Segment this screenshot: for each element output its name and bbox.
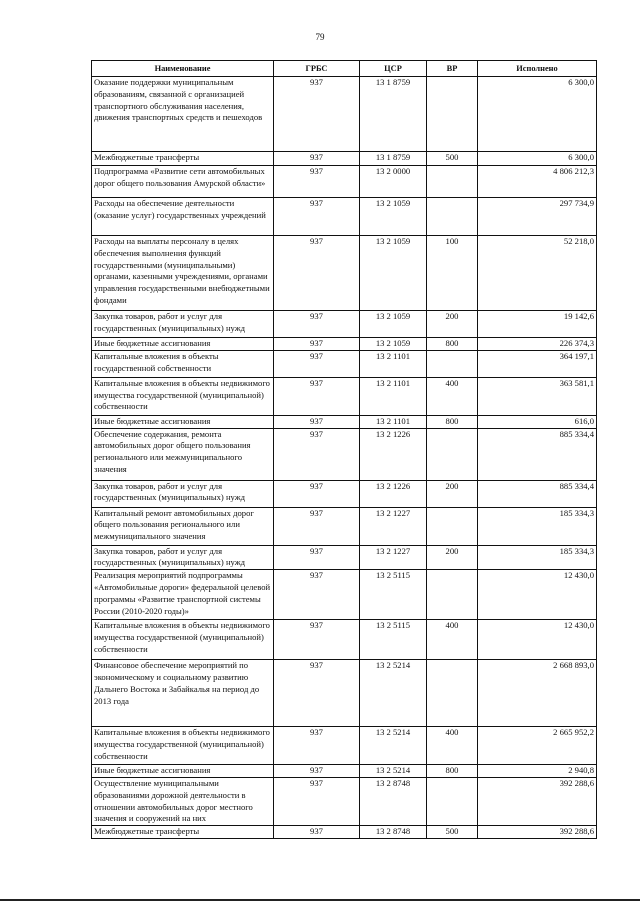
cell-vr: 200 [427, 480, 478, 507]
cell-csr: 13 2 8748 [360, 826, 427, 839]
table-row [92, 77, 597, 152]
cell-name: Обеспечение содержания, ремонта автомобильных дорог общего пользования регионального или межмуниципального значения [92, 428, 274, 480]
cell-name: Расходы на обеспечение деятельности (оказание услуг) государственных учреждений [92, 198, 274, 236]
table-row [92, 507, 597, 545]
table-row [92, 480, 597, 507]
table-row [92, 236, 597, 311]
budget-execution-table [91, 60, 597, 839]
cell-grbs: 937 [274, 415, 360, 428]
cell-executed: 185 334,3 [478, 507, 597, 545]
page-bottom-edge [0, 899, 640, 901]
table-row [92, 660, 597, 727]
cell-executed: 6 300,0 [478, 77, 597, 152]
cell-name: Капитальный ремонт автомобильных дорог общего пользования регионального или межмуниципального значения [92, 507, 274, 545]
cell-csr: 13 2 1101 [360, 415, 427, 428]
cell-name: Капитальные вложения в объекты недвижимого имущества государственной (муниципальной) собственности [92, 620, 274, 660]
cell-vr: 100 [427, 236, 478, 311]
cell-vr: 200 [427, 311, 478, 338]
cell-name: Финансовое обеспечение мероприятий по экономическому и социальному развитию Дальнего Востока и Забайкалья на период до 2013 года [92, 660, 274, 727]
cell-vr [427, 350, 478, 377]
cell-vr [427, 507, 478, 545]
page-number: 79 [315, 32, 325, 42]
cell-executed: 297 734,9 [478, 198, 597, 236]
cell-grbs: 937 [274, 660, 360, 727]
cell-vr: 500 [427, 152, 478, 166]
cell-csr: 13 2 5214 [360, 765, 427, 778]
cell-executed: 2 940,8 [478, 765, 597, 778]
table-row [92, 166, 597, 198]
cell-csr: 13 2 1059 [360, 311, 427, 338]
column-header-name: Наименование [92, 61, 274, 77]
cell-name: Осуществление муниципальными образованиями дорожной деятельности в отношении автомобильных дорог местного значения и сооружений на них [92, 777, 274, 825]
cell-executed: 185 334,3 [478, 545, 597, 570]
cell-vr: 800 [427, 415, 478, 428]
cell-vr: 400 [427, 727, 478, 765]
cell-vr: 800 [427, 765, 478, 778]
cell-csr: 13 2 5115 [360, 620, 427, 660]
table-row [92, 727, 597, 765]
cell-vr: 800 [427, 338, 478, 351]
table-row [92, 428, 597, 480]
cell-vr: 400 [427, 377, 478, 415]
cell-grbs: 937 [274, 620, 360, 660]
cell-executed: 885 334,4 [478, 428, 597, 480]
cell-grbs: 937 [274, 570, 360, 620]
cell-vr [427, 198, 478, 236]
cell-grbs: 937 [274, 777, 360, 825]
cell-csr: 13 2 1226 [360, 428, 427, 480]
cell-name: Иные бюджетные ассигнования [92, 765, 274, 778]
cell-executed: 392 288,6 [478, 777, 597, 825]
cell-grbs: 937 [274, 428, 360, 480]
table-header-row [92, 61, 597, 77]
table-row [92, 338, 597, 351]
cell-name: Реализация мероприятий подпрограммы «Автомобильные дороги» федеральной целевой программы «Развитие транспортной системы России (2010-2020 годы)» [92, 570, 274, 620]
cell-executed: 6 300,0 [478, 152, 597, 166]
cell-csr: 13 2 0000 [360, 166, 427, 198]
cell-grbs: 937 [274, 198, 360, 236]
cell-name: Капитальные вложения в объекты недвижимого имущества государственной (муниципальной) собственности [92, 377, 274, 415]
cell-executed: 363 581,1 [478, 377, 597, 415]
cell-name: Капитальные вложения в объекты государственной собственности [92, 350, 274, 377]
cell-vr [427, 660, 478, 727]
cell-csr: 13 2 1059 [360, 236, 427, 311]
column-header-grbs: ГРБС [274, 61, 360, 77]
cell-vr [427, 166, 478, 198]
cell-grbs: 937 [274, 77, 360, 152]
cell-csr: 13 2 1101 [360, 377, 427, 415]
cell-grbs: 937 [274, 311, 360, 338]
column-header-executed: Исполнено [478, 61, 597, 77]
table-row [92, 377, 597, 415]
cell-name: Подпрограмма «Развитие сети автомобильных дорог общего пользования Амурской области» [92, 166, 274, 198]
cell-executed: 226 374,3 [478, 338, 597, 351]
cell-grbs: 937 [274, 350, 360, 377]
cell-executed: 616,0 [478, 415, 597, 428]
cell-vr [427, 777, 478, 825]
cell-name: Оказание поддержки муниципальным образованиям, связанной с организацией транспортного обслуживания населения, движения транспортных средств и пешеходов [92, 77, 274, 152]
table-row [92, 826, 597, 839]
table-row [92, 350, 597, 377]
cell-vr: 400 [427, 620, 478, 660]
cell-executed: 19 142,6 [478, 311, 597, 338]
cell-name: Расходы на выплаты персоналу в целях обеспечения выполнения функций государственными (муниципальными) органами, казенными учреждениями, органами управления государственными внебюджетными фондами [92, 236, 274, 311]
cell-executed: 2 665 952,2 [478, 727, 597, 765]
cell-grbs: 937 [274, 152, 360, 166]
table-row [92, 415, 597, 428]
cell-csr: 13 2 8748 [360, 777, 427, 825]
cell-name: Закупка товаров, работ и услуг для государственных (муниципальных) нужд [92, 545, 274, 570]
cell-vr [427, 570, 478, 620]
cell-grbs: 937 [274, 826, 360, 839]
cell-vr [427, 77, 478, 152]
cell-grbs: 937 [274, 480, 360, 507]
table-row [92, 198, 597, 236]
cell-csr: 13 2 1059 [360, 338, 427, 351]
cell-executed: 4 806 212,3 [478, 166, 597, 198]
cell-grbs: 937 [274, 727, 360, 765]
cell-csr: 13 2 5214 [360, 660, 427, 727]
cell-name: Межбюджетные трансферты [92, 826, 274, 839]
cell-name: Межбюджетные трансферты [92, 152, 274, 166]
cell-name: Закупка товаров, работ и услуг для государственных (муниципальных) нужд [92, 480, 274, 507]
column-header-csr: ЦСР [360, 61, 427, 77]
cell-csr: 13 2 5115 [360, 570, 427, 620]
cell-grbs: 937 [274, 765, 360, 778]
column-header-vr: ВР [427, 61, 478, 77]
cell-csr: 13 1 8759 [360, 152, 427, 166]
cell-grbs: 937 [274, 377, 360, 415]
cell-name: Капитальные вложения в объекты недвижимого имущества государственной (муниципальной) собственности [92, 727, 274, 765]
cell-name: Иные бюджетные ассигнования [92, 338, 274, 351]
cell-csr: 13 2 1227 [360, 507, 427, 545]
table-row [92, 620, 597, 660]
cell-executed: 2 668 893,0 [478, 660, 597, 727]
cell-name: Иные бюджетные ассигнования [92, 415, 274, 428]
cell-csr: 13 1 8759 [360, 77, 427, 152]
table-body [92, 77, 597, 839]
cell-csr: 13 2 1227 [360, 545, 427, 570]
cell-csr: 13 2 1226 [360, 480, 427, 507]
table-row [92, 765, 597, 778]
cell-executed: 52 218,0 [478, 236, 597, 311]
table-row [92, 152, 597, 166]
cell-executed: 392 288,6 [478, 826, 597, 839]
table-row [92, 545, 597, 570]
cell-executed: 364 197,1 [478, 350, 597, 377]
cell-grbs: 937 [274, 166, 360, 198]
cell-executed: 12 430,0 [478, 620, 597, 660]
cell-name: Закупка товаров, работ и услуг для государственных (муниципальных) нужд [92, 311, 274, 338]
cell-vr: 200 [427, 545, 478, 570]
table-row [92, 570, 597, 620]
cell-grbs: 937 [274, 236, 360, 311]
table-row [92, 777, 597, 825]
cell-grbs: 937 [274, 338, 360, 351]
table-row [92, 311, 597, 338]
cell-vr [427, 428, 478, 480]
cell-csr: 13 2 1101 [360, 350, 427, 377]
cell-csr: 13 2 5214 [360, 727, 427, 765]
cell-csr: 13 2 1059 [360, 198, 427, 236]
cell-executed: 885 334,4 [478, 480, 597, 507]
cell-executed: 12 430,0 [478, 570, 597, 620]
cell-grbs: 937 [274, 507, 360, 545]
cell-grbs: 937 [274, 545, 360, 570]
cell-vr: 500 [427, 826, 478, 839]
